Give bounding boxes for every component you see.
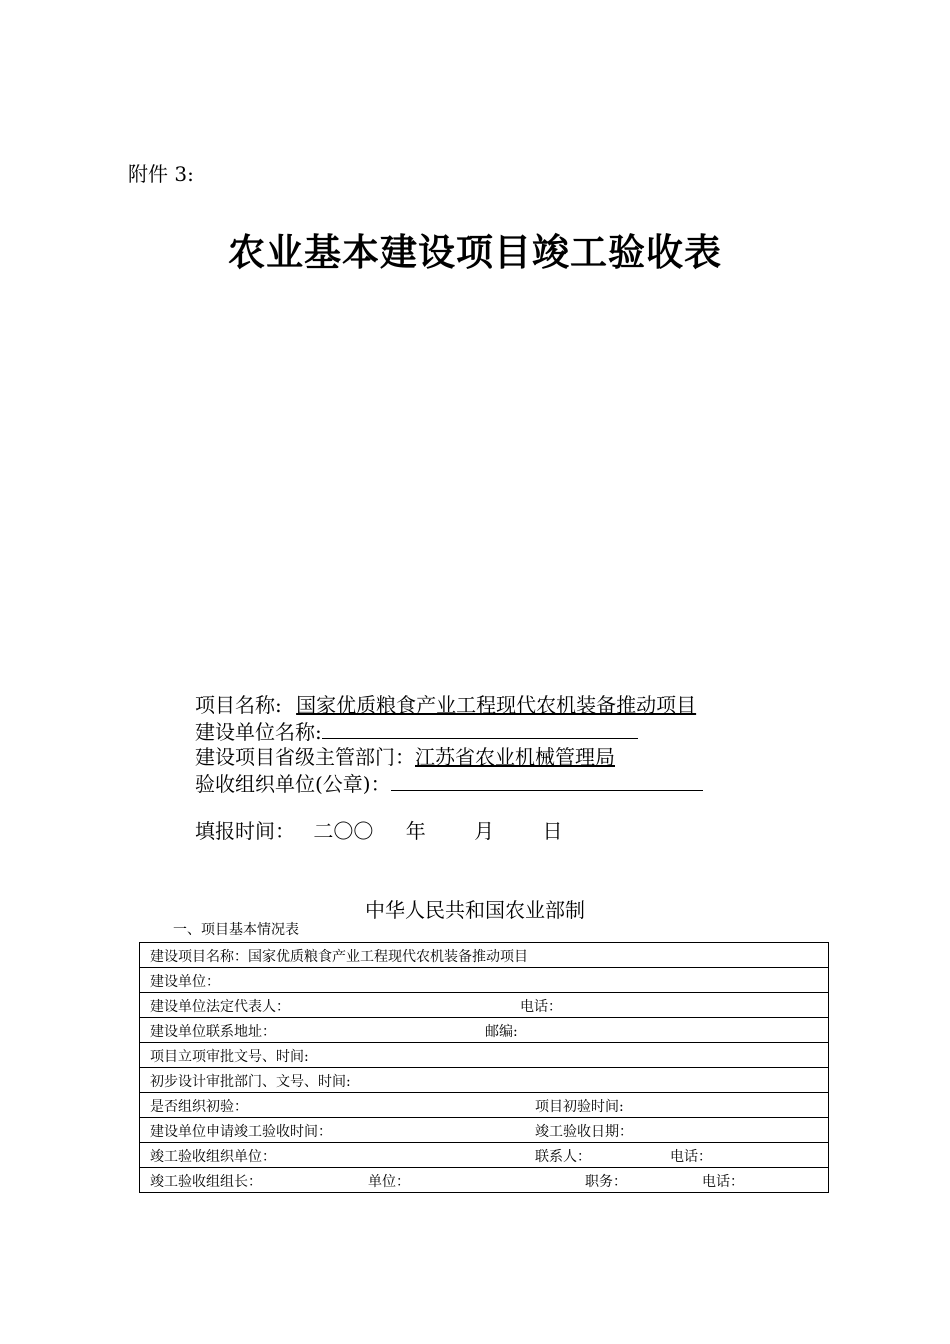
legal-rep-cell: 建设单位法定代表人： (150, 999, 290, 1015)
table-row (140, 968, 829, 993)
team-leader-cell: 竣工验收组组长： (150, 1174, 262, 1190)
contact-phone-cell: 电话： (670, 1149, 712, 1165)
apply-time-cell: 建设单位申请竣工验收时间： (150, 1124, 332, 1140)
table-row (140, 1018, 829, 1043)
month-unit: 月 (474, 819, 495, 843)
day-unit: 日 (542, 819, 563, 843)
dept-value: 江苏省农业机械管理局 (415, 745, 615, 769)
project-name-value: 国家优质粮食产业工程现代农机装备推动项目 (296, 693, 697, 717)
table-row (140, 1068, 829, 1093)
acceptance-org-cell: 竣工验收组织单位： (150, 1149, 276, 1165)
address-cell: 建设单位联系地址： (150, 1024, 276, 1040)
table-row (140, 1168, 829, 1193)
org-label: 验收组织单位(公章)： (195, 772, 391, 796)
fill-time-line (195, 818, 562, 844)
section-title: 一、项目基本情况表 (173, 922, 299, 938)
table-row (140, 1093, 829, 1118)
construction-unit-cell: 建设单位： (150, 974, 220, 990)
table-row (140, 1043, 829, 1068)
fill-time-label: 填报时间： (195, 819, 295, 843)
design-approval-cell: 初步设计审批部门、文号、时间: (150, 1074, 351, 1090)
leader-position-cell: 职务： (585, 1174, 627, 1190)
table-row (140, 993, 829, 1018)
dept-line (195, 744, 615, 770)
approval-doc-cell: 项目立项审批文号、时间: (150, 1049, 309, 1065)
leader-phone-cell: 电话： (702, 1174, 744, 1190)
postcode-cell: 邮编: (485, 1024, 518, 1040)
table-row (140, 1118, 829, 1143)
year-value: 二〇〇 (313, 819, 374, 843)
project-name-label: 项目名称: (195, 693, 282, 717)
project-name-line (195, 692, 696, 718)
pre-inspection-time-cell: 项目初验时间: (535, 1099, 624, 1115)
attachment-label: 附件 3: (128, 162, 194, 186)
project-name-cell: 建设项目名称：国家优质粮食产业工程现代农机装备推动项目 (150, 949, 528, 965)
unit-name-line (195, 718, 638, 745)
dept-label: 建设项目省级主管部门： (195, 745, 415, 769)
ministry-label: 中华人民共和国农业部制 (365, 898, 585, 922)
table-row (140, 1143, 829, 1168)
document-title: 农业基本建设项目竣工验收表 (228, 230, 722, 274)
unit-name-blank (322, 718, 638, 739)
table-row (140, 943, 829, 968)
unit-name-label: 建设单位名称: (195, 720, 322, 744)
phone-cell: 电话： (520, 999, 562, 1015)
org-line (195, 770, 703, 797)
year-unit: 年 (405, 819, 426, 843)
leader-unit-cell: 单位： (368, 1174, 410, 1190)
project-basic-info-table (139, 942, 829, 1193)
contact-cell: 联系人： (535, 1149, 591, 1165)
acceptance-date-cell: 竣工验收日期： (535, 1124, 633, 1140)
org-blank (391, 770, 703, 791)
pre-inspection-cell: 是否组织初验： (150, 1099, 248, 1115)
